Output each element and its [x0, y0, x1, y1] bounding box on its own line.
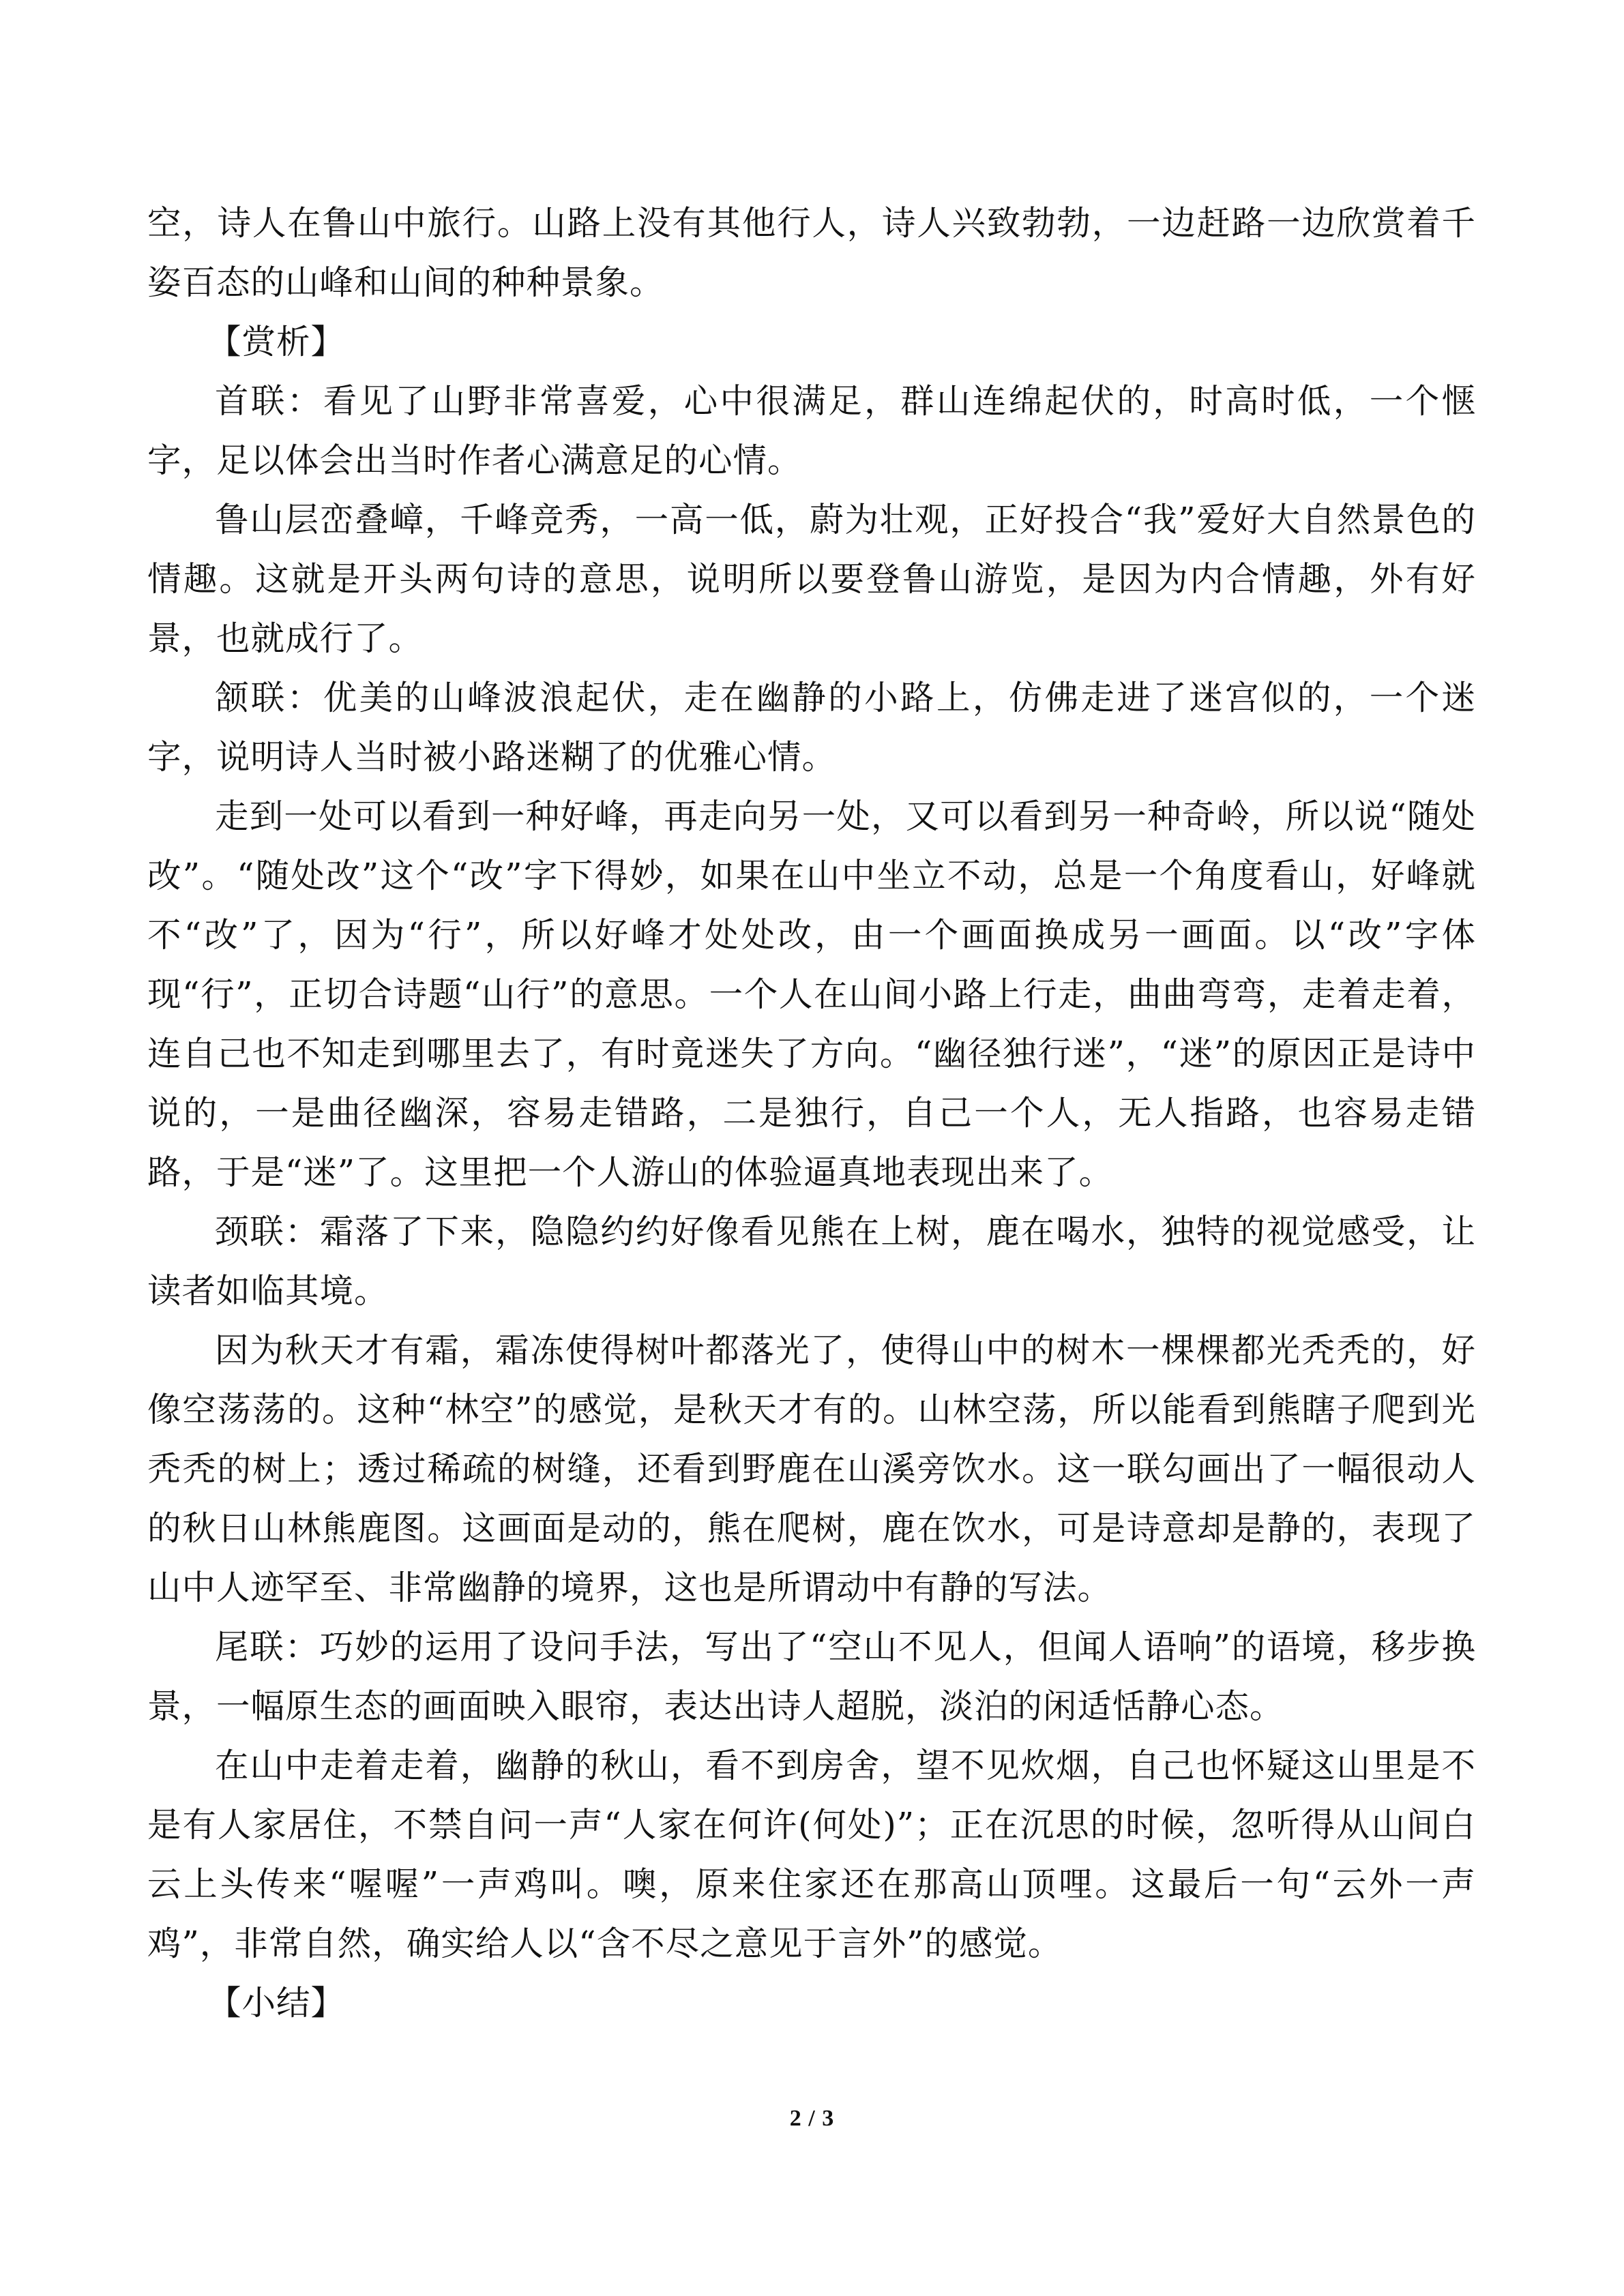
paragraph-intro-continued: 空，诗人在鲁山中旅行。山路上没有其他行人，诗人兴致勃勃，一边赶路一边欣赏着千姿百态的山峰和山间的种种景象。: [147, 203, 1476, 302]
document-body: [147, 194, 1476, 2033]
paragraph-last-couplet: 尾联：巧妙的运用了设问手法，写出了“空山不见人，但闻人语响”的语境，移步换景，一幅原生态的画面映入眼帘，表达出诗人超脱，淡泊的闲适恬静心态。: [147, 1627, 1476, 1726]
paragraph-third-couplet: 颈联：霜落了下来，隐隐约约好像看见熊在上树，鹿在喝水，独特的视觉感受，让读者如临其境。: [147, 1212, 1476, 1311]
paragraph-second-couplet-detail: 走到一处可以看到一种好峰，再走向另一处，又可以看到另一种奇岭，所以说“随处改”。“随处改”这个“改”字下得妙，如果在山中坐立不动，总是一个角度看山，好峰就不“改”了，因为“行”，所以好峰才处处改，由一个画面换成另一画面。以“改”字体现“行”，正切合诗题“山行”的意思。一个人在山间小路上行走，曲曲弯弯，走着走着，连自己也不知走到哪里去了，有时竟迷失了方向。“幽径独行迷”，“迷”的原因正是诗中说的，一是曲径幽深，容易走错路，二是独行，自己一个人，无人指路，也容易走错路，于是“迷”了。这里把一个人游山的体验逼真地表现出来了。: [147, 796, 1476, 1192]
section-heading-summary: 【小结】: [207, 1983, 345, 2023]
paragraph-last-couplet-detail: 在山中走着走着，幽静的秋山，看不到房舍，望不见炊烟，自己也怀疑这山里是不是有人家居住，不禁自问一声“人家在何许(何处)”；正在沉思的时候，忽听得从山间白云上头传来“喔喔”一声鸡叫。噢，原来住家还在那高山顶哩。这最后一句“云外一声鸡”，非常自然，确实给人以“含不尽之意见于言外”的感觉。: [147, 1746, 1476, 1963]
paragraph-third-couplet-detail: 因为秋天才有霜，霜冻使得树叶都落光了，使得山中的树木一棵棵都光秃秃的，好像空荡荡的。这种“林空”的感觉，是秋天才有的。山林空荡，所以能看到熊瞎子爬到光秃秃的树上；透过稀疏的树缝，还看到野鹿在山溪旁饮水。这一联勾画出了一幅很动人的秋日山林熊鹿图。这画面是动的，熊在爬树，鹿在饮水，可是诗意却是静的，表现了山中人迹罕至、非常幽静的境界，这也是所谓动中有静的写法。: [147, 1330, 1476, 1607]
paragraph-second-couplet: 颔联：优美的山峰波浪起伏，走在幽静的小路上，仿佛走进了迷宫似的，一个迷字，说明诗人当时被小路迷糊了的优雅心情。: [147, 678, 1476, 777]
paragraph-first-couplet-detail: 鲁山层峦叠嶂，千峰竞秀，一高一低，蔚为壮观，正好投合“我”爱好大自然景色的情趣。这就是开头两句诗的意思，说明所以要登鲁山游览，是因为内合情趣，外有好景，也就成行了。: [147, 500, 1476, 658]
paragraph-first-couplet: 首联：看见了山野非常喜爱，心中很满足，群山连绵起伏的，时高时低，一个惬字，足以体会出当时作者心满意足的心情。: [147, 381, 1476, 480]
section-heading-appreciation: 【赏析】: [207, 322, 345, 361]
page-number: 2 / 3: [789, 2106, 835, 2131]
